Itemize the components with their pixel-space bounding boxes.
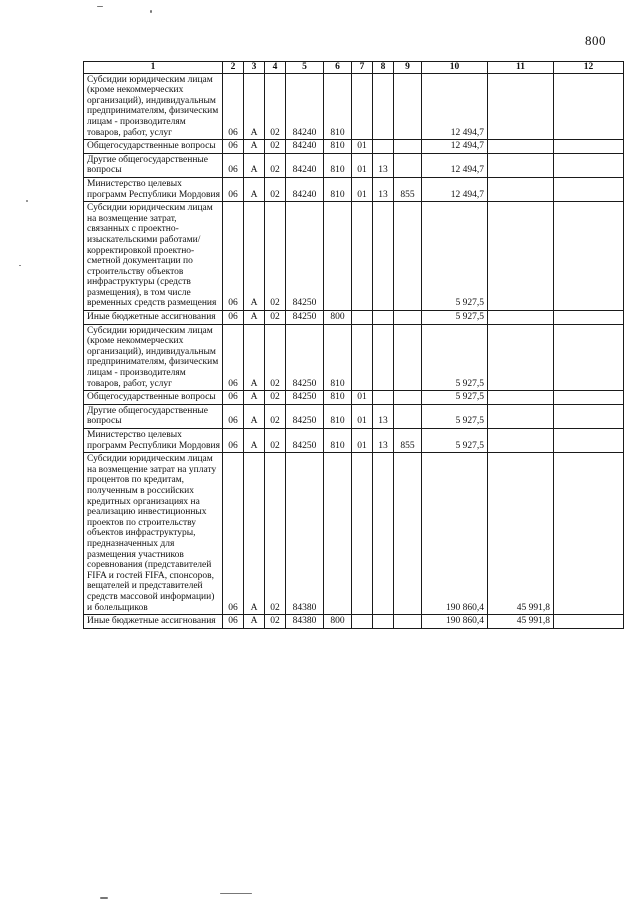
- cell-col7: 01: [352, 177, 373, 201]
- cell-col3: А: [244, 615, 265, 629]
- column-header: 5: [286, 62, 324, 74]
- cell-col4: 02: [265, 311, 286, 325]
- row-description: Иные бюджетные ассигнования: [84, 615, 223, 629]
- cell-col11: [488, 140, 554, 154]
- cell-col7: [352, 615, 373, 629]
- cell-col6: [324, 202, 352, 311]
- cell-col8: 13: [373, 177, 394, 201]
- row-description: Другие общегосударственные вопросы: [84, 153, 223, 177]
- cell-col9: [394, 615, 422, 629]
- cell-col12: [554, 404, 624, 428]
- cell-col9: [394, 140, 422, 154]
- cell-col3: А: [244, 429, 265, 453]
- cell-col12: [554, 177, 624, 201]
- cell-col10: 190 860,4: [422, 453, 488, 615]
- cell-col3: А: [244, 202, 265, 311]
- cell-col12: [554, 73, 624, 140]
- cell-col9: 855: [394, 177, 422, 201]
- cell-col8: 13: [373, 429, 394, 453]
- cell-col11: [488, 429, 554, 453]
- cell-col9: [394, 153, 422, 177]
- row-description: Субсидии юридическим лицам (кроме некоммерческих организаций), индивидуальным предпринимателям, физическим лицам - производителям товаров, работ, услуг: [84, 73, 223, 140]
- cell-col11: [488, 177, 554, 201]
- cell-col10: 190 860,4: [422, 615, 488, 629]
- cell-col12: [554, 202, 624, 311]
- cell-col11: [488, 202, 554, 311]
- cell-col6: 810: [324, 153, 352, 177]
- cell-col3: А: [244, 404, 265, 428]
- cell-col9: [394, 311, 422, 325]
- cell-col4: 02: [265, 429, 286, 453]
- cell-col9: 855: [394, 429, 422, 453]
- column-header: 1: [84, 62, 223, 74]
- cell-col2: 06: [223, 140, 244, 154]
- cell-col7: [352, 311, 373, 325]
- cell-col5: 84240: [286, 177, 324, 201]
- row-description: Субсидии юридическим лицам (кроме некоммерческих организаций), индивидуальным предпринимателям, физическим лицам - производителям товаров, работ, услуг: [84, 324, 223, 391]
- column-header: 4: [265, 62, 286, 74]
- row-description: Другие общегосударственные вопросы: [84, 404, 223, 428]
- cell-col2: 06: [223, 324, 244, 391]
- cell-col2: 06: [223, 202, 244, 311]
- row-description: Общегосударственные вопросы: [84, 391, 223, 405]
- cell-col8: 13: [373, 153, 394, 177]
- cell-col12: [554, 324, 624, 391]
- page-number: 800: [585, 33, 606, 48]
- cell-col3: А: [244, 153, 265, 177]
- cell-col3: А: [244, 324, 265, 391]
- table-row: [84, 202, 624, 311]
- table-row: [84, 177, 624, 201]
- cell-col4: 02: [265, 73, 286, 140]
- table-row: [84, 615, 624, 629]
- cell-col4: 02: [265, 202, 286, 311]
- cell-col5: 84240: [286, 140, 324, 154]
- cell-col12: [554, 453, 624, 615]
- cell-col8: [373, 73, 394, 140]
- column-header: 7: [352, 62, 373, 74]
- cell-col10: 12 494,7: [422, 73, 488, 140]
- cell-col9: [394, 324, 422, 391]
- cell-col9: [394, 202, 422, 311]
- cell-col11: 45 991,8: [488, 453, 554, 615]
- cell-col11: [488, 153, 554, 177]
- cell-col11: 45 991,8: [488, 615, 554, 629]
- cell-col12: [554, 153, 624, 177]
- cell-col2: 06: [223, 453, 244, 615]
- cell-col3: А: [244, 311, 265, 325]
- cell-col6: 800: [324, 311, 352, 325]
- cell-col6: 800: [324, 615, 352, 629]
- cell-col10: 12 494,7: [422, 140, 488, 154]
- cell-col2: 06: [223, 177, 244, 201]
- cell-col5: 84250: [286, 391, 324, 405]
- table-row: [84, 153, 624, 177]
- column-header: 2: [223, 62, 244, 74]
- cell-col2: 06: [223, 404, 244, 428]
- cell-col5: 84380: [286, 453, 324, 615]
- cell-col10: 5 927,5: [422, 391, 488, 405]
- table-row: [84, 311, 624, 325]
- cell-col12: [554, 391, 624, 405]
- cell-col11: [488, 404, 554, 428]
- row-description: Субсидии юридическим лицам на возмещение затрат на уплату процентов по кредитам, полученным в российских кредитных организациях на реализацию инвестиционных проектов по строительству объектов инфраструктуры, предназначенных для размещения участников соревнования (представителей FIFA и гостей FIFA, спонсоров, вещателей и представителей средств массовой информации) и болельщиков: [84, 453, 223, 615]
- cell-col6: 810: [324, 177, 352, 201]
- table-row: [84, 453, 624, 615]
- cell-col4: 02: [265, 140, 286, 154]
- cell-col5: 84250: [286, 404, 324, 428]
- cell-col7: [352, 453, 373, 615]
- budget-table: [83, 61, 624, 629]
- cell-col7: [352, 324, 373, 391]
- cell-col4: 02: [265, 177, 286, 201]
- column-header: 11: [488, 62, 554, 74]
- cell-col2: 06: [223, 311, 244, 325]
- cell-col5: 84380: [286, 615, 324, 629]
- cell-col9: [394, 391, 422, 405]
- cell-col11: [488, 391, 554, 405]
- cell-col8: [373, 324, 394, 391]
- table-row: [84, 429, 624, 453]
- cell-col10: 12 494,7: [422, 153, 488, 177]
- cell-col6: 810: [324, 324, 352, 391]
- scan-mark: [26, 200, 28, 202]
- cell-col9: [394, 73, 422, 140]
- cell-col11: [488, 311, 554, 325]
- scan-mark: [100, 897, 108, 899]
- cell-col7: 01: [352, 429, 373, 453]
- cell-col3: А: [244, 140, 265, 154]
- cell-col6: [324, 453, 352, 615]
- row-description: Общегосударственные вопросы: [84, 140, 223, 154]
- cell-col9: [394, 404, 422, 428]
- cell-col12: [554, 615, 624, 629]
- cell-col4: 02: [265, 324, 286, 391]
- table-row: [84, 73, 624, 140]
- cell-col11: [488, 324, 554, 391]
- column-header: 10: [422, 62, 488, 74]
- cell-col7: [352, 73, 373, 140]
- cell-col9: [394, 453, 422, 615]
- cell-col12: [554, 140, 624, 154]
- header-row: [84, 62, 624, 74]
- row-description: Иные бюджетные ассигнования: [84, 311, 223, 325]
- cell-col11: [488, 73, 554, 140]
- cell-col8: [373, 202, 394, 311]
- cell-col10: 5 927,5: [422, 311, 488, 325]
- cell-col12: [554, 311, 624, 325]
- cell-col8: [373, 140, 394, 154]
- cell-col8: [373, 311, 394, 325]
- row-description: Министерство целевых программ Республики Мордовия: [84, 429, 223, 453]
- cell-col3: А: [244, 391, 265, 405]
- cell-col3: А: [244, 177, 265, 201]
- scan-mark: [150, 10, 152, 13]
- row-description: Субсидии юридическим лицам на возмещение затрат, связанных с проектно-изыскательскими работами/корректировкой проектно-сметной документации по строительству объектов инфраструктуры (средств размещения), в том числе временных средств размещения: [84, 202, 223, 311]
- cell-col4: 02: [265, 391, 286, 405]
- table-row: [84, 404, 624, 428]
- cell-col3: А: [244, 453, 265, 615]
- cell-col7: [352, 202, 373, 311]
- cell-col5: 84240: [286, 153, 324, 177]
- cell-col10: 5 927,5: [422, 202, 488, 311]
- cell-col6: 810: [324, 391, 352, 405]
- scan-mark: [97, 6, 103, 7]
- cell-col2: 06: [223, 73, 244, 140]
- column-header: 9: [394, 62, 422, 74]
- cell-col2: 06: [223, 391, 244, 405]
- cell-col4: 02: [265, 153, 286, 177]
- cell-col5: 84250: [286, 429, 324, 453]
- table-row: [84, 140, 624, 154]
- cell-col4: 02: [265, 453, 286, 615]
- cell-col5: 84250: [286, 202, 324, 311]
- cell-col8: [373, 615, 394, 629]
- cell-col5: 84240: [286, 73, 324, 140]
- row-description: Министерство целевых программ Республики Мордовия: [84, 177, 223, 201]
- column-header: 8: [373, 62, 394, 74]
- cell-col3: А: [244, 73, 265, 140]
- cell-col5: 84250: [286, 311, 324, 325]
- cell-col7: 01: [352, 391, 373, 405]
- table-row: [84, 391, 624, 405]
- cell-col6: 810: [324, 404, 352, 428]
- cell-col12: [554, 429, 624, 453]
- cell-col7: 01: [352, 153, 373, 177]
- column-header: 6: [324, 62, 352, 74]
- cell-col10: 5 927,5: [422, 404, 488, 428]
- cell-col8: [373, 391, 394, 405]
- cell-col8: [373, 453, 394, 615]
- table-row: [84, 324, 624, 391]
- cell-col8: 13: [373, 404, 394, 428]
- cell-col10: 5 927,5: [422, 429, 488, 453]
- cell-col4: 02: [265, 404, 286, 428]
- cell-col4: 02: [265, 615, 286, 629]
- column-header: 12: [554, 62, 624, 74]
- cell-col2: 06: [223, 429, 244, 453]
- cell-col2: 06: [223, 615, 244, 629]
- column-header: 3: [244, 62, 265, 74]
- cell-col7: 01: [352, 140, 373, 154]
- scan-mark: [220, 893, 252, 894]
- cell-col6: 810: [324, 429, 352, 453]
- scan-mark: [19, 265, 21, 266]
- cell-col6: 810: [324, 73, 352, 140]
- cell-col10: 12 494,7: [422, 177, 488, 201]
- cell-col5: 84250: [286, 324, 324, 391]
- cell-col2: 06: [223, 153, 244, 177]
- cell-col10: 5 927,5: [422, 324, 488, 391]
- cell-col6: 810: [324, 140, 352, 154]
- cell-col7: 01: [352, 404, 373, 428]
